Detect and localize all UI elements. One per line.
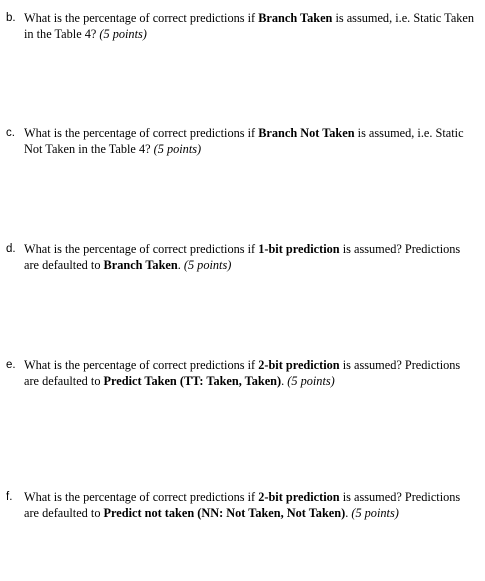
question-text-segment: is assumed? Predictions are defaulted to [24,490,461,520]
question-emphasis: Branch Taken [258,11,333,25]
question-f [6,489,476,521]
question-emphasis: 2-bit prediction [258,358,340,372]
points-label: (5 points) [183,258,232,272]
question-text-segment: . [177,258,184,272]
question-text-segment: What is the percentage of correct predictions if [24,11,259,25]
question-letter: d. [6,243,16,255]
question-text [24,241,476,273]
question-d [6,241,476,273]
question-letter: f. [6,491,13,503]
question-text-segment: What is the percentage of correct predictions if [24,242,259,256]
question-text-segment: is assumed? Predictions are defaulted to [24,358,461,388]
question-e [6,357,476,389]
question-text-segment: is assumed, i.e. Static Not Taken in the Table 4? [24,126,464,156]
question-text-segment: What is the percentage of correct predictions if [24,126,259,140]
points-label: (5 points) [287,374,335,388]
question-text [24,125,476,157]
question-text-segment: What is the percentage of correct predictions if [24,358,259,372]
question-emphasis: Branch Not Taken [258,126,355,140]
question-c [6,125,476,157]
question-emphasis: 2-bit prediction [258,490,340,504]
question-text [24,489,476,521]
question-text-segment: What is the percentage of correct predictions if [24,490,259,504]
points-label: (5 points) [153,142,202,156]
question-text [24,10,476,42]
points-label: (5 points) [351,506,399,520]
question-b [6,10,476,42]
points-label: (5 points) [99,27,147,41]
question-letter: e. [6,359,16,371]
question-text-segment: is assumed, i.e. Static Taken in the Table 4? [24,11,475,41]
question-text-segment: . [345,506,352,520]
question-text [24,357,476,389]
question-text-segment: is assumed? Predictions are defaulted to [24,242,461,272]
question-emphasis: Branch Taken [103,258,178,272]
question-emphasis: 1-bit prediction [258,242,340,256]
question-letter: b. [6,12,16,24]
question-text-segment: . [281,374,288,388]
question-emphasis: Predict not taken (NN: Not Taken, Not Taken) [103,506,346,520]
question-emphasis: Predict Taken (TT: Taken, Taken) [103,374,282,388]
question-letter: c. [6,127,15,139]
